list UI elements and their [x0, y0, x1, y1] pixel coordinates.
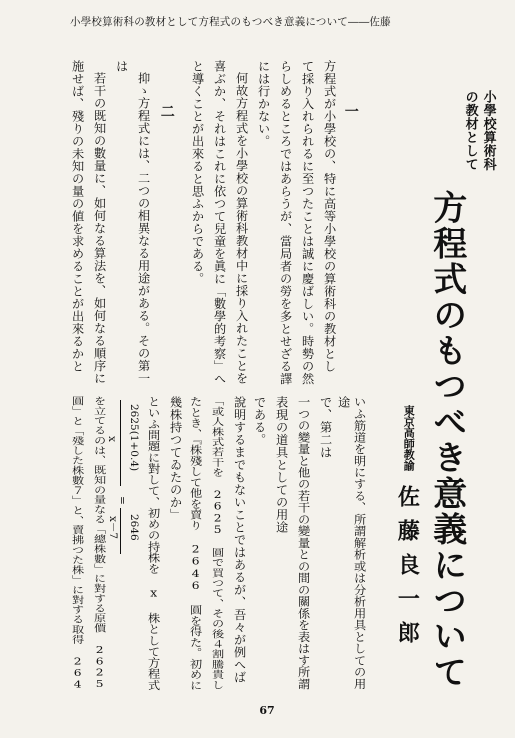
- author-affiliation: 東京高師教諭: [402, 405, 416, 471]
- title-subline-1: 小學校算術科: [480, 90, 496, 171]
- equation-lhs-numerator: 2625(1+0.4): [128, 404, 140, 472]
- paragraph-line: で、第二は: [318, 396, 333, 459]
- paragraph-line: 圓」と「殘した株數７」と、賣拂つた株」に對する取得 264: [70, 396, 85, 690]
- paragraph-line: 方程式が小學校の、特に高等小學校の算術科の教材とし: [322, 60, 337, 373]
- paragraph-line: 若干の既知の數量に、如何なる算法を、如何なる順序に: [92, 72, 107, 385]
- paragraph-line: を立てるのは、既知の量なる「總株數」に對する原價 2625: [92, 396, 107, 690]
- paragraph-line: には行かない。: [256, 60, 271, 148]
- paragraph-line: 表現の道具としての用途: [274, 396, 289, 534]
- paragraph-line: 途: [336, 396, 351, 409]
- paragraph-line: 「或人株式若干を 2625 圓で買つて、その後４割騰貴し: [210, 396, 225, 690]
- article-title: 方程式のもつべき意義について: [426, 190, 467, 690]
- paragraph-line: である。: [252, 396, 267, 446]
- equation-rhs-numerator: 2646: [128, 514, 140, 541]
- section-number-1: 一: [342, 104, 359, 118]
- paragraph-line: 抑ゝ方程式には、二つの相異なる用途がある。その第一: [136, 72, 151, 385]
- running-head: 小學校算術科の教材として方程式のもつべき意義について――佐藤: [70, 16, 391, 28]
- paragraph-line: 喜ぶか、それはこれに依つて兒童を眞に「數學的考察」へ: [212, 60, 227, 385]
- page-number: 67: [259, 704, 275, 717]
- paragraph-line: 一つの變量と他の若干の變量との間の關係を表はす所謂: [296, 396, 311, 690]
- paragraph-line: 說明するまでもないことではあるが、吾々が例へば: [232, 396, 247, 684]
- paragraph-line: 何故方程式を小學校の算術科教材中に採り入れたことを: [234, 72, 249, 385]
- paragraph-line: らしめるところではあらうが、當局者の勞を多とせざる譯: [278, 60, 293, 385]
- title-subline-2: の教材として: [462, 90, 478, 171]
- paragraph-line: は: [114, 60, 129, 73]
- paragraph-line: いふ筋道を明にする、所謂解析或は分析用具としての用: [352, 396, 367, 690]
- paragraph-line: たとき、『株殘して他を賣り 2646 圓を得た。初めに: [188, 396, 203, 691]
- fraction-bar: [120, 400, 121, 486]
- paragraph-line: 幾株持つてゐたのか」: [168, 396, 183, 521]
- section-number-2: 二: [158, 104, 175, 118]
- equation-lhs-denominator: x: [106, 436, 118, 442]
- equation-rhs-denominator: x－7: [107, 516, 119, 540]
- paragraph-line: 施せば、殘りの未知の量の値を求めることが出來るかと: [70, 60, 85, 373]
- paragraph-line: て採り入れられるに至つたことは誠に慶ばしい。時勢の然: [300, 60, 315, 385]
- paragraph-line: と導くことが出來ると思ふからである。: [190, 60, 205, 285]
- author-name: 佐藤良一郎: [394, 485, 421, 655]
- paragraph-line: といふ問題に對して、初めの持株を x 株として方程式: [146, 396, 161, 691]
- equation-equals: =: [116, 496, 128, 505]
